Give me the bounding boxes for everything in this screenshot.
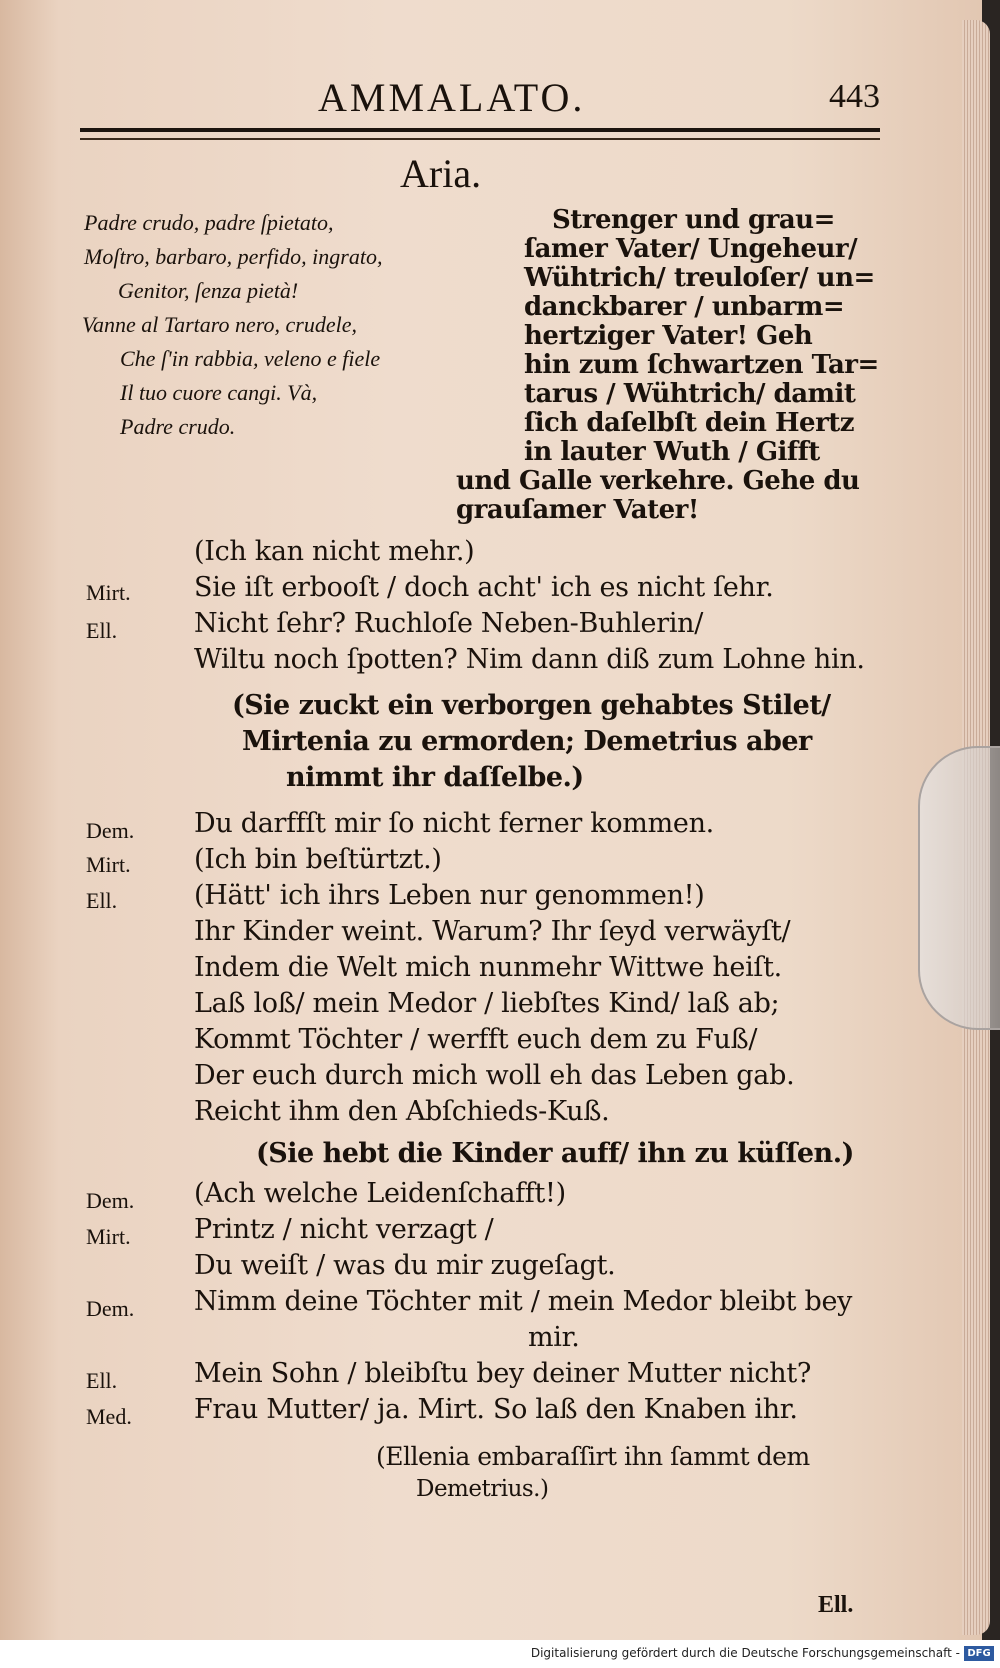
dialogue-line: Wiltu noch ſpotten? Nim dann diß zum Lohne hin. (194, 644, 865, 675)
italian-line: Padre crudo. (120, 414, 236, 439)
speaker-label: Mirt. (86, 580, 131, 605)
dialogue-line: Du darffſt mir ſo nicht ferner kommen. (194, 808, 714, 839)
speaker-label: Dem. (86, 1188, 135, 1213)
italian-line: Vanne al Tartaro nero, crudele, (82, 312, 357, 337)
dialogue-line: (Ich bin beſtürtzt.) (194, 844, 442, 875)
german-line: tarus / Wühtrich/ damit (524, 379, 856, 409)
speaker-label: Mirt. (86, 852, 131, 877)
dialogue-line: (Hätt' ich ihrs Leben nur genommen!) (194, 880, 705, 911)
aria-heading: Aria. (400, 151, 482, 196)
italian-line: Padre crudo, padre ſpietato, (84, 210, 334, 235)
dialogue-line: Der euch durch mich woll eh das Leben gab. (194, 1060, 795, 1091)
dialogue-line: Ihr Kinder weint. Warum? Ihr ſeyd verwäyſt/ (194, 916, 791, 947)
german-line: grauſamer Vater! (456, 495, 699, 525)
stage-direction: (Sie zuckt ein verborgen gehabtes Stilet/ (232, 690, 831, 721)
german-line: Wühtrich/ treuloſer/ un= (524, 263, 875, 293)
dialogue-line: mir. (528, 1322, 580, 1353)
speaker-label: Dem. (86, 1296, 135, 1321)
italian-line: Il tuo cuore cangi. Và, (120, 380, 318, 405)
dialogue-line: (Ich kan nicht mehr.) (194, 536, 475, 567)
dialogue-line: Du weiſt / was du mir zugeſagt. (194, 1250, 616, 1281)
speaker-label: Dem. (86, 818, 135, 843)
page-number: 443 (829, 78, 880, 115)
italian-line: Moſtro, barbaro, perfido, ingrato, (84, 244, 383, 269)
german-line: hertziger Vater! Geh (524, 321, 813, 351)
dialogue-line: (Ach welche Leidenſchafft!) (194, 1178, 566, 1209)
header-rule-thick (80, 128, 880, 132)
german-line: und Galle verkehre. Gehe du (456, 466, 860, 496)
dialogue-line: Nimm deine Töchter mit / mein Medor bleibt bey (194, 1286, 853, 1317)
stage-direction: Demetrius.) (416, 1476, 549, 1502)
speaker-label: Ell. (86, 888, 118, 913)
german-line: in lauter Wuth / Gifft (524, 437, 820, 467)
stage-direction: nimmt ihr daſſelbe.) (286, 762, 584, 793)
footer-credit: Digitalisierung gefördert durch die Deutsche Forschungsgemeinschaft - (530, 1646, 960, 1660)
dialogue-line: Frau Mutter/ ja. Mirt. So laß den Knaben ihr. (194, 1394, 798, 1425)
german-line: Strenger und grau= (552, 205, 835, 235)
german-line: hin zum ſchwartzen Tar= (524, 350, 879, 380)
stage-direction: (Ellenia embaraſſirt ihn ſammt dem (376, 1442, 810, 1471)
italian-line: Genitor, ſenza pietà! (118, 278, 299, 303)
running-title: AMMALATO. (318, 75, 586, 120)
speaker-label: Ell. (86, 618, 118, 643)
dialogue-line: Sie iſt erbooſt / doch acht' ich es nicht ſehr. (194, 572, 774, 603)
dialogue-line: Laß loß/ mein Medor / liebſtes Kind/ laß ab; (194, 988, 780, 1019)
catchword: Ell. (818, 1592, 854, 1618)
speaker-label: Mirt. (86, 1224, 131, 1249)
dialogue-line: Indem die Welt mich nunmehr Wittwe heiſt. (194, 952, 782, 983)
footer-bar (0, 1640, 1000, 1668)
dialogue-line: Reicht ihm den Abſchieds-Kuß. (194, 1096, 610, 1127)
speaker-label: Ell. (86, 1368, 118, 1393)
page-header (80, 74, 880, 120)
dfg-logo: DFG (964, 1646, 994, 1661)
stage-direction: (Sie hebt die Kinder auff/ ihn zu küſſen.) (256, 1138, 854, 1169)
dialogue-line: Kommt Töchter / werfft euch dem zu Fuß/ (194, 1024, 758, 1055)
stage-direction: Mirtenia zu ermorden; Demetrius aber (242, 726, 812, 757)
german-line: ſich daſelbſt dein Hertz (524, 408, 855, 438)
dialogue-line: Printz / nicht verzagt / (194, 1214, 494, 1245)
page-clip (918, 746, 1000, 1030)
header-rule-thin (80, 138, 880, 140)
speaker-label: Med. (86, 1404, 132, 1429)
german-line: ſamer Vater/ Ungeheur/ (524, 234, 858, 264)
dialogue-line: Nicht ſehr? Ruchloſe Neben-Buhlerin/ (194, 608, 704, 639)
italian-line: Che ſ'in rabbia, veleno e fiele (120, 346, 381, 371)
german-line: danckbarer / unbarm= (524, 292, 845, 322)
dialogue-line: Mein Sohn / bleibſtu bey deiner Mutter nicht? (194, 1358, 812, 1389)
